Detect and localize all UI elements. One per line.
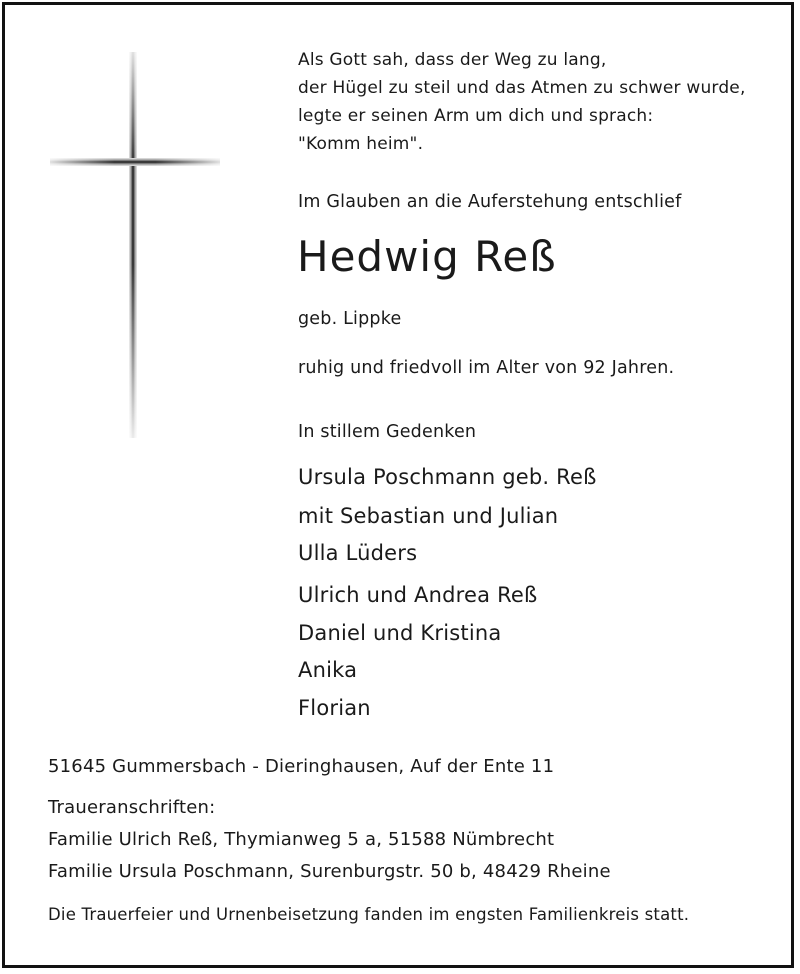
mourner-line: Ulla Lüders (298, 541, 418, 565)
mourner-line: Florian (298, 696, 371, 720)
poem-line: legte er seinen Arm um dich und sprach: (298, 106, 654, 126)
cross-vertical-beam (129, 52, 137, 438)
deceased-name: Hedwig Reß (297, 232, 557, 281)
closing-note: Die Trauerfeier und Urnenbeisetzung fanden im engsten Familienkreis statt. (48, 905, 690, 924)
poem-line: Als Gott sah, dass der Weg zu lang, (298, 50, 607, 70)
mourner-line: Ursula Poschmann geb. Reß (298, 465, 597, 489)
born-name: geb. Lippke (298, 309, 402, 329)
condolence-address: Familie Ursula Poschmann, Surenburgstr. 50 b, 48429 Rheine (48, 861, 611, 882)
age-line: ruhig und friedvoll im Alter von 92 Jahren. (298, 358, 675, 378)
memorial-heading: In stillem Gedenken (298, 422, 477, 442)
mourner-line: mit Sebastian und Julian (298, 504, 559, 528)
mourner-line: Daniel und Kristina (298, 621, 502, 645)
residence-address: 51645 Gummersbach - Dieringhausen, Auf der Ente 11 (48, 756, 555, 777)
cross-horizontal-beam (50, 158, 220, 166)
poem-line: der Hügel zu steil und das Atmen zu schwer wurde, (298, 78, 746, 98)
mourner-line: Anika (298, 658, 358, 682)
condolence-heading: Traueranschriften: (48, 797, 216, 818)
mourner-line: Ulrich und Andrea Reß (298, 583, 538, 607)
intro-line: Im Glauben an die Auferstehung entschlief (298, 192, 682, 212)
poem-line: "Komm heim". (298, 134, 424, 154)
condolence-address: Familie Ulrich Reß, Thymianweg 5 a, 51588 Nümbrecht (48, 829, 555, 850)
